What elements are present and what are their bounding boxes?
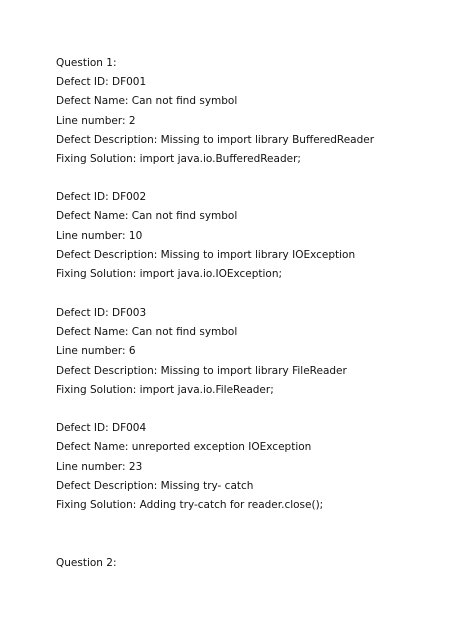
question-1-heading: Question 1: bbox=[56, 57, 117, 69]
defect-4-fixing-solution: Fixing Solution: Adding try-catch for reader.close(); bbox=[56, 499, 324, 511]
defect-4-name: Defect Name: unreported exception IOException bbox=[56, 441, 312, 453]
defect-4-description: Defect Description: Missing try- catch bbox=[56, 480, 254, 492]
defect-4-id: Defect ID: DF004 bbox=[56, 422, 147, 434]
defect-1-description: Defect Description: Missing to import library BufferedReader bbox=[56, 134, 375, 146]
defect-1-fixing-solution: Fixing Solution: import java.io.BufferedReader; bbox=[56, 153, 301, 165]
defect-2-id: Defect ID: DF002 bbox=[56, 191, 147, 203]
defect-4-line-number: Line number: 23 bbox=[56, 461, 143, 473]
defect-2-name: Defect Name: Can not find symbol bbox=[56, 210, 238, 222]
defect-2-line-number: Line number: 10 bbox=[56, 230, 143, 242]
defect-1-line-number: Line number: 2 bbox=[56, 115, 136, 127]
defect-2-fixing-solution: Fixing Solution: import java.io.IOException; bbox=[56, 268, 283, 280]
defect-3-name: Defect Name: Can not find symbol bbox=[56, 326, 238, 338]
defect-3-id: Defect ID: DF003 bbox=[56, 307, 147, 319]
defect-1-name: Defect Name: Can not find symbol bbox=[56, 95, 238, 107]
defect-3-fixing-solution: Fixing Solution: import java.io.FileReader; bbox=[56, 384, 274, 396]
defect-2-description: Defect Description: Missing to import library IOException bbox=[56, 249, 356, 261]
defect-3-description: Defect Description: Missing to import library FileReader bbox=[56, 365, 347, 377]
defect-3-line-number: Line number: 6 bbox=[56, 345, 136, 357]
question-2-heading: Question 2: bbox=[56, 557, 117, 569]
defect-1-id: Defect ID: DF001 bbox=[56, 76, 147, 88]
